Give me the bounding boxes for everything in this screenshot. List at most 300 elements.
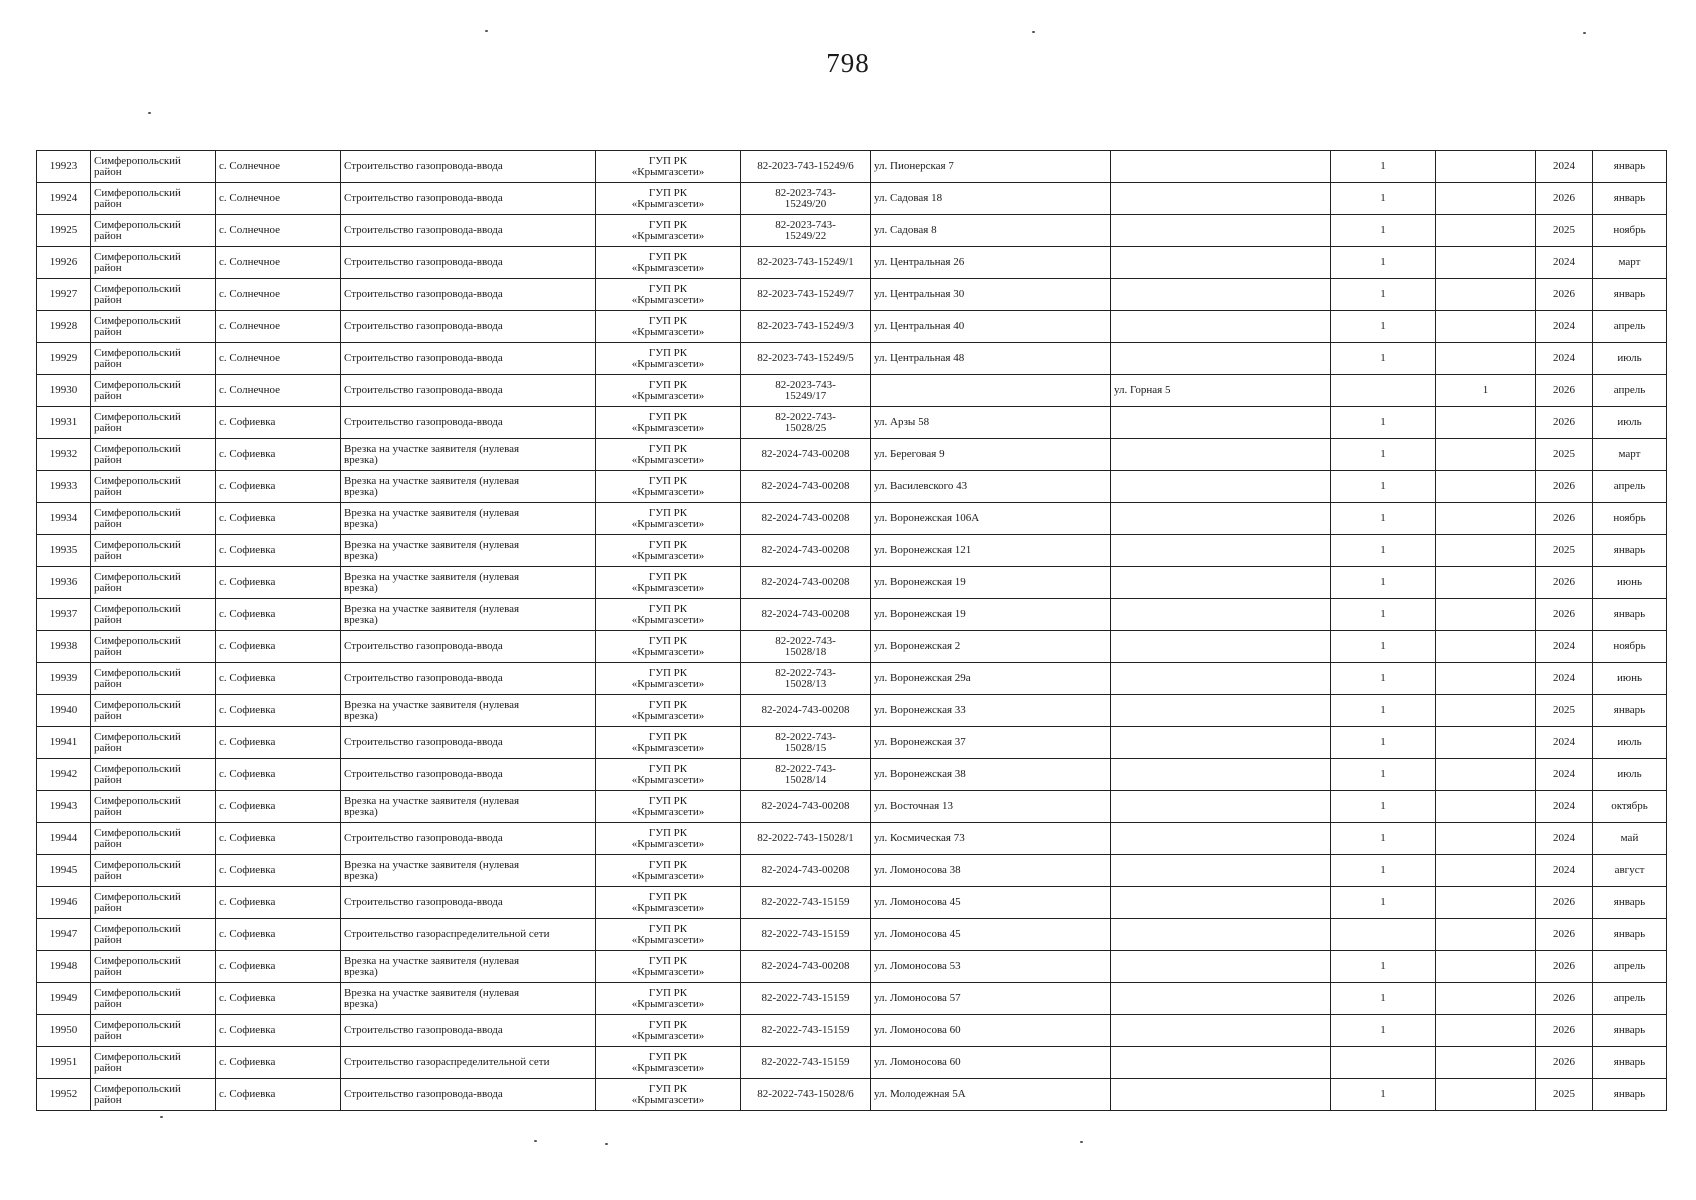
cell-project-code xyxy=(741,1015,871,1047)
cell-organization xyxy=(596,823,741,855)
cell-district-line: район xyxy=(94,773,122,786)
cell-district xyxy=(91,279,216,311)
cell-organization-line: ГУП РК xyxy=(648,506,688,519)
cell-work-type-line: Врезка на участке заявителя (нулевая xyxy=(344,698,520,711)
cell-number: 19928 xyxy=(37,311,91,343)
cell-address-extra xyxy=(1111,183,1331,215)
cell-work-type xyxy=(341,1015,596,1047)
cell-project-code-line: 82-2023-743-15249/7 xyxy=(757,288,854,300)
cell-organization xyxy=(596,535,741,567)
cell-project-code-line: 82-2024-743-00208 xyxy=(761,512,850,524)
cell-district xyxy=(91,1015,216,1047)
cell-project-code-line: 82-2023-743-15249/1 xyxy=(757,256,854,268)
cell-number: 19934 xyxy=(37,503,91,535)
cell-project-code xyxy=(741,663,871,695)
cell-settlement: с. Солнечное xyxy=(216,151,341,183)
cell-project-code xyxy=(741,823,871,855)
cell-month: июль xyxy=(1593,343,1667,375)
cell-address: ул. Ломоносова 57 xyxy=(871,983,1111,1015)
cell-settlement: с. Софиевка xyxy=(216,631,341,663)
cell-year: 2024 xyxy=(1536,663,1593,695)
cell-address-extra xyxy=(1111,439,1331,471)
cell-project-code-line: 82-2024-743-00208 xyxy=(761,864,850,876)
cell-settlement: с. Софиевка xyxy=(216,663,341,695)
cell-address xyxy=(871,375,1111,407)
cell-project-code xyxy=(741,183,871,215)
cell-work-type-line: врезка) xyxy=(344,581,378,594)
cell-quantity xyxy=(1331,375,1436,407)
cell-quantity-extra xyxy=(1436,1015,1536,1047)
cell-year: 2026 xyxy=(1536,183,1593,215)
cell-number: 19945 xyxy=(37,855,91,887)
cell-project-code-line: 82-2022-743-15159 xyxy=(761,992,850,1004)
cell-project-code-line: 82-2022-743- xyxy=(775,730,836,743)
cell-district-line: Симферопольский xyxy=(94,570,181,583)
cell-number: 19950 xyxy=(37,1015,91,1047)
cell-project-code-line: 15028/13 xyxy=(784,677,827,690)
cell-project-code-line: 82-2024-743-00208 xyxy=(761,544,850,556)
cell-settlement: с. Софиевка xyxy=(216,695,341,727)
cell-project-code-line: 82-2022-743-15028/1 xyxy=(757,832,854,844)
cell-address: ул. Воронежская 37 xyxy=(871,727,1111,759)
cell-year: 2026 xyxy=(1536,887,1593,919)
cell-address-extra xyxy=(1111,311,1331,343)
cell-project-code xyxy=(741,727,871,759)
cell-organization-line: «Крымгазсети» xyxy=(631,581,705,594)
cell-project-code-line: 82-2024-743-00208 xyxy=(761,960,850,972)
cell-year: 2024 xyxy=(1536,855,1593,887)
cell-organization-line: «Крымгазсети» xyxy=(631,773,705,786)
cell-project-code-line: 82-2024-743-00208 xyxy=(761,800,850,812)
cell-work-type-line: Врезка на участке заявителя (нулевая xyxy=(344,602,520,615)
cell-organization-line: «Крымгазсети» xyxy=(631,965,705,978)
cell-year: 2026 xyxy=(1536,919,1593,951)
cell-work-type xyxy=(341,343,596,375)
cell-organization xyxy=(596,855,741,887)
cell-work-type xyxy=(341,439,596,471)
cell-district-line: район xyxy=(94,485,122,498)
cell-quantity: 1 xyxy=(1331,407,1436,439)
cell-organization xyxy=(596,695,741,727)
cell-work-type xyxy=(341,599,596,631)
cell-work-type xyxy=(341,471,596,503)
cell-district xyxy=(91,919,216,951)
cell-year: 2024 xyxy=(1536,791,1593,823)
cell-organization-line: ГУП РК xyxy=(648,186,688,199)
cell-quantity: 1 xyxy=(1331,727,1436,759)
cell-settlement: с. Солнечное xyxy=(216,375,341,407)
cell-organization-line: ГУП РК xyxy=(648,570,688,583)
cell-district xyxy=(91,663,216,695)
cell-organization-line: ГУП РК xyxy=(648,314,688,327)
cell-work-type-line: врезка) xyxy=(344,613,378,626)
cell-address-extra xyxy=(1111,695,1331,727)
cell-quantity-extra xyxy=(1436,695,1536,727)
cell-work-type-line: Строительство газопровода-ввода xyxy=(344,192,503,204)
cell-organization-line: «Крымгазсети» xyxy=(631,165,705,178)
cell-address: ул. Центральная 26 xyxy=(871,247,1111,279)
cell-number: 19944 xyxy=(37,823,91,855)
cell-district xyxy=(91,183,216,215)
cell-organization xyxy=(596,759,741,791)
cell-district-line: Симферопольский xyxy=(94,346,181,359)
cell-district-line: Симферопольский xyxy=(94,826,181,839)
cell-work-type-line: Строительство газопровода-ввода xyxy=(344,160,503,172)
cell-district xyxy=(91,695,216,727)
table-row xyxy=(37,759,1667,791)
cell-number: 19925 xyxy=(37,215,91,247)
cell-district xyxy=(91,855,216,887)
table-row xyxy=(37,855,1667,887)
cell-district-line: район xyxy=(94,549,122,562)
cell-work-type-line: Врезка на участке заявителя (нулевая xyxy=(344,954,520,967)
cell-number: 19927 xyxy=(37,279,91,311)
cell-quantity-extra xyxy=(1436,151,1536,183)
cell-work-type xyxy=(341,855,596,887)
cell-number: 19952 xyxy=(37,1079,91,1111)
cell-project-code xyxy=(741,343,871,375)
cell-district xyxy=(91,375,216,407)
cell-quantity-extra xyxy=(1436,407,1536,439)
cell-quantity: 1 xyxy=(1331,183,1436,215)
cell-project-code xyxy=(741,279,871,311)
cell-organization xyxy=(596,279,741,311)
cell-district-line: район xyxy=(94,901,122,914)
cell-year: 2026 xyxy=(1536,983,1593,1015)
cell-address-extra xyxy=(1111,951,1331,983)
page-number: 798 xyxy=(826,48,870,78)
cell-address-extra xyxy=(1111,727,1331,759)
cell-project-code xyxy=(741,1079,871,1111)
cell-year: 2025 xyxy=(1536,215,1593,247)
cell-project-code xyxy=(741,983,871,1015)
cell-district-line: Симферопольский xyxy=(94,186,181,199)
table-row xyxy=(37,215,1667,247)
cell-project-code-line: 82-2023-743-15249/3 xyxy=(757,320,854,332)
cell-address: ул. Молодежная 5А xyxy=(871,1079,1111,1111)
table-row xyxy=(37,151,1667,183)
cell-organization xyxy=(596,887,741,919)
cell-work-type xyxy=(341,503,596,535)
cell-district-line: Симферопольский xyxy=(94,698,181,711)
cell-district-line: Симферопольский xyxy=(94,1050,181,1063)
cell-project-code-line: 82-2022-743-15159 xyxy=(761,1056,850,1068)
cell-address: ул. Пионерская 7 xyxy=(871,151,1111,183)
scan-speck xyxy=(534,1140,537,1142)
cell-project-code-line: 15028/18 xyxy=(784,645,827,658)
cell-work-type-line: врезка) xyxy=(344,549,378,562)
cell-month: апрель xyxy=(1593,311,1667,343)
cell-quantity-extra xyxy=(1436,1047,1536,1079)
cell-organization xyxy=(596,983,741,1015)
cell-project-code xyxy=(741,439,871,471)
cell-district xyxy=(91,247,216,279)
cell-project-code-line: 82-2022-743- xyxy=(775,634,836,647)
cell-address-extra xyxy=(1111,1047,1331,1079)
cell-organization-line: «Крымгазсети» xyxy=(631,421,705,434)
cell-month: июль xyxy=(1593,407,1667,439)
cell-work-type-line: Врезка на участке заявителя (нулевая xyxy=(344,986,520,999)
table-row xyxy=(37,1047,1667,1079)
cell-district-line: Симферопольский xyxy=(94,1082,181,1095)
cell-address-extra xyxy=(1111,791,1331,823)
cell-project-code-line: 15249/17 xyxy=(784,389,827,402)
cell-quantity-extra xyxy=(1436,887,1536,919)
cell-month: октябрь xyxy=(1593,791,1667,823)
cell-quantity: 1 xyxy=(1331,535,1436,567)
cell-settlement: с. Софиевка xyxy=(216,1015,341,1047)
cell-organization-line: «Крымгазсети» xyxy=(631,485,705,498)
cell-organization-line: «Крымгазсети» xyxy=(631,645,705,658)
cell-work-type-line: Строительство газопровода-ввода xyxy=(344,672,503,684)
cell-organization-line: «Крымгазсети» xyxy=(631,229,705,242)
cell-work-type-line: врезка) xyxy=(344,805,378,818)
cell-district-line: район xyxy=(94,677,122,690)
cell-quantity: 1 xyxy=(1331,567,1436,599)
cell-project-code-line: 82-2022-743-15028/6 xyxy=(757,1088,854,1100)
cell-organization xyxy=(596,215,741,247)
cell-settlement: с. Софиевка xyxy=(216,535,341,567)
cell-district-line: Симферопольский xyxy=(94,314,181,327)
cell-project-code xyxy=(741,695,871,727)
table-row xyxy=(37,1079,1667,1111)
cell-quantity-extra xyxy=(1436,311,1536,343)
cell-quantity-extra xyxy=(1436,215,1536,247)
cell-work-type-line: Врезка на участке заявителя (нулевая xyxy=(344,442,520,455)
cell-work-type-line: врезка) xyxy=(344,965,378,978)
cell-organization-line: ГУП РК xyxy=(648,730,688,743)
cell-settlement: с. Софиевка xyxy=(216,503,341,535)
cell-address-extra xyxy=(1111,471,1331,503)
cell-number: 19942 xyxy=(37,759,91,791)
cell-work-type xyxy=(341,375,596,407)
cell-district-line: район xyxy=(94,1061,122,1074)
cell-number: 19939 xyxy=(37,663,91,695)
cell-quantity-extra xyxy=(1436,919,1536,951)
cell-organization-line: ГУП РК xyxy=(648,538,688,551)
cell-organization-line: «Крымгазсети» xyxy=(631,997,705,1010)
cell-organization xyxy=(596,247,741,279)
cell-month: январь xyxy=(1593,183,1667,215)
cell-organization xyxy=(596,471,741,503)
cell-organization xyxy=(596,567,741,599)
cell-project-code-line: 15249/20 xyxy=(784,197,827,210)
cell-quantity-extra xyxy=(1436,823,1536,855)
cell-year: 2024 xyxy=(1536,759,1593,791)
cell-year: 2026 xyxy=(1536,951,1593,983)
cell-quantity: 1 xyxy=(1331,695,1436,727)
cell-organization-line: «Крымгазсети» xyxy=(631,709,705,722)
cell-organization-line: ГУП РК xyxy=(648,890,688,903)
cell-work-type-line: Строительство газопровода-ввода xyxy=(344,320,503,332)
cell-project-code xyxy=(741,151,871,183)
cell-number: 19951 xyxy=(37,1047,91,1079)
cell-work-type-line: Строительство газопровода-ввода xyxy=(344,384,503,396)
cell-settlement: с. Софиевка xyxy=(216,951,341,983)
cell-settlement: с. Солнечное xyxy=(216,215,341,247)
cell-month: апрель xyxy=(1593,951,1667,983)
cell-work-type xyxy=(341,887,596,919)
cell-work-type-line: Строительство газопровода-ввода xyxy=(344,736,503,748)
cell-year: 2025 xyxy=(1536,535,1593,567)
cell-project-code xyxy=(741,407,871,439)
table-row xyxy=(37,631,1667,663)
cell-district-line: район xyxy=(94,997,122,1010)
cell-address-extra xyxy=(1111,279,1331,311)
cell-work-type xyxy=(341,215,596,247)
cell-organization-line: «Крымгазсети» xyxy=(631,837,705,850)
cell-number: 19949 xyxy=(37,983,91,1015)
cell-address: ул. Воронежская 2 xyxy=(871,631,1111,663)
cell-organization-line: «Крымгазсети» xyxy=(631,517,705,530)
cell-quantity: 1 xyxy=(1331,663,1436,695)
cell-district-line: район xyxy=(94,389,122,402)
cell-settlement: с. Софиевка xyxy=(216,407,341,439)
cell-organization-line: ГУП РК xyxy=(648,250,688,263)
table-row xyxy=(37,695,1667,727)
cell-work-type xyxy=(341,535,596,567)
cell-settlement: с. Софиевка xyxy=(216,1079,341,1111)
cell-organization xyxy=(596,951,741,983)
cell-organization-line: ГУП РК xyxy=(648,698,688,711)
cell-settlement: с. Софиевка xyxy=(216,727,341,759)
table-row xyxy=(37,407,1667,439)
cell-work-type xyxy=(341,759,596,791)
cell-address: ул. Ломоносова 60 xyxy=(871,1015,1111,1047)
cell-address-extra xyxy=(1111,759,1331,791)
cell-number: 19946 xyxy=(37,887,91,919)
cell-address-extra xyxy=(1111,1015,1331,1047)
table-row xyxy=(37,471,1667,503)
cell-project-code xyxy=(741,919,871,951)
cell-organization-line: «Крымгазсети» xyxy=(631,869,705,882)
cell-address-extra xyxy=(1111,567,1331,599)
cell-organization-line: «Крымгазсети» xyxy=(631,357,705,370)
cell-work-type-line: Строительство газораспределительной сети xyxy=(344,1056,550,1068)
cell-address-extra xyxy=(1111,599,1331,631)
cell-work-type xyxy=(341,1079,596,1111)
cell-district-line: район xyxy=(94,357,122,370)
cell-organization-line: ГУП РК xyxy=(648,762,688,775)
cell-organization-line: ГУП РК xyxy=(648,954,688,967)
cell-address: ул. Ломоносова 38 xyxy=(871,855,1111,887)
table-row xyxy=(37,823,1667,855)
table-row xyxy=(37,535,1667,567)
cell-month: август xyxy=(1593,855,1667,887)
cell-district xyxy=(91,439,216,471)
cell-settlement: с. Софиевка xyxy=(216,599,341,631)
cell-quantity-extra xyxy=(1436,599,1536,631)
cell-organization-line: ГУП РК xyxy=(648,794,688,807)
cell-quantity-extra xyxy=(1436,247,1536,279)
cell-quantity: 1 xyxy=(1331,471,1436,503)
cell-organization-line: ГУП РК xyxy=(648,154,688,167)
cell-organization-line: «Крымгазсети» xyxy=(631,741,705,754)
cell-project-code-line: 15249/22 xyxy=(784,229,827,242)
cell-organization-line: ГУП РК xyxy=(648,378,688,391)
cell-quantity: 1 xyxy=(1331,855,1436,887)
cell-year: 2024 xyxy=(1536,311,1593,343)
cell-work-type-line: Строительство газопровода-ввода xyxy=(344,352,503,364)
cell-work-type-line: врезка) xyxy=(344,869,378,882)
cell-project-code xyxy=(741,599,871,631)
cell-district xyxy=(91,535,216,567)
cell-district xyxy=(91,631,216,663)
cell-organization-line: ГУП РК xyxy=(648,858,688,871)
cell-district-line: Симферопольский xyxy=(94,442,181,455)
cell-address: ул. Ломоносова 45 xyxy=(871,919,1111,951)
cell-number: 19936 xyxy=(37,567,91,599)
cell-settlement: с. Софиевка xyxy=(216,759,341,791)
cell-organization-line: ГУП РК xyxy=(648,218,688,231)
cell-address-extra xyxy=(1111,343,1331,375)
cell-month: ноябрь xyxy=(1593,631,1667,663)
cell-number: 19937 xyxy=(37,599,91,631)
cell-address-extra xyxy=(1111,151,1331,183)
cell-quantity: 1 xyxy=(1331,759,1436,791)
cell-district-line: район xyxy=(94,517,122,530)
cell-quantity: 1 xyxy=(1331,791,1436,823)
cell-quantity-extra xyxy=(1436,951,1536,983)
cell-address-extra xyxy=(1111,1079,1331,1111)
cell-address-extra xyxy=(1111,215,1331,247)
cell-address: ул. Воронежская 19 xyxy=(871,599,1111,631)
cell-settlement: с. Софиевка xyxy=(216,887,341,919)
cell-year: 2026 xyxy=(1536,1015,1593,1047)
scan-speck xyxy=(1080,1141,1083,1143)
cell-address-extra xyxy=(1111,503,1331,535)
cell-quantity-extra xyxy=(1436,343,1536,375)
cell-work-type-line: Строительство газопровода-ввода xyxy=(344,256,503,268)
cell-organization-line: ГУП РК xyxy=(648,922,688,935)
cell-district-line: район xyxy=(94,325,122,338)
table-row xyxy=(37,983,1667,1015)
cell-work-type-line: Врезка на участке заявителя (нулевая xyxy=(344,506,520,519)
cell-work-type-line: врезка) xyxy=(344,485,378,498)
cell-project-code-line: 15028/15 xyxy=(784,741,827,754)
cell-project-code xyxy=(741,567,871,599)
cell-project-code-line: 82-2022-743-15159 xyxy=(761,896,850,908)
cell-project-code-line: 82-2024-743-00208 xyxy=(761,480,850,492)
cell-organization-line: «Крымгазсети» xyxy=(631,389,705,402)
cell-district-line: Симферопольский xyxy=(94,986,181,999)
cell-settlement: с. Софиевка xyxy=(216,1047,341,1079)
cell-project-code-line: 82-2022-743-15159 xyxy=(761,928,850,940)
cell-district xyxy=(91,887,216,919)
cell-quantity: 1 xyxy=(1331,823,1436,855)
cell-district-line: район xyxy=(94,965,122,978)
cell-address: ул. Василевского 43 xyxy=(871,471,1111,503)
table-row xyxy=(37,663,1667,695)
cell-address: ул. Ломоносова 60 xyxy=(871,1047,1111,1079)
cell-organization-line: ГУП РК xyxy=(648,826,688,839)
table-row xyxy=(37,887,1667,919)
table-row xyxy=(37,1015,1667,1047)
cell-month: январь xyxy=(1593,1047,1667,1079)
cell-address: ул. Ломоносова 45 xyxy=(871,887,1111,919)
cell-district xyxy=(91,983,216,1015)
cell-address-extra xyxy=(1111,983,1331,1015)
cell-organization-line: «Крымгазсети» xyxy=(631,1061,705,1074)
cell-organization xyxy=(596,343,741,375)
cell-project-code xyxy=(741,311,871,343)
cell-month: июнь xyxy=(1593,663,1667,695)
cell-project-code xyxy=(741,631,871,663)
cell-work-type-line: Строительство газораспределительной сети xyxy=(344,928,550,940)
cell-organization-line: «Крымгазсети» xyxy=(631,453,705,466)
cell-district-line: район xyxy=(94,1029,122,1042)
cell-quantity: 1 xyxy=(1331,151,1436,183)
